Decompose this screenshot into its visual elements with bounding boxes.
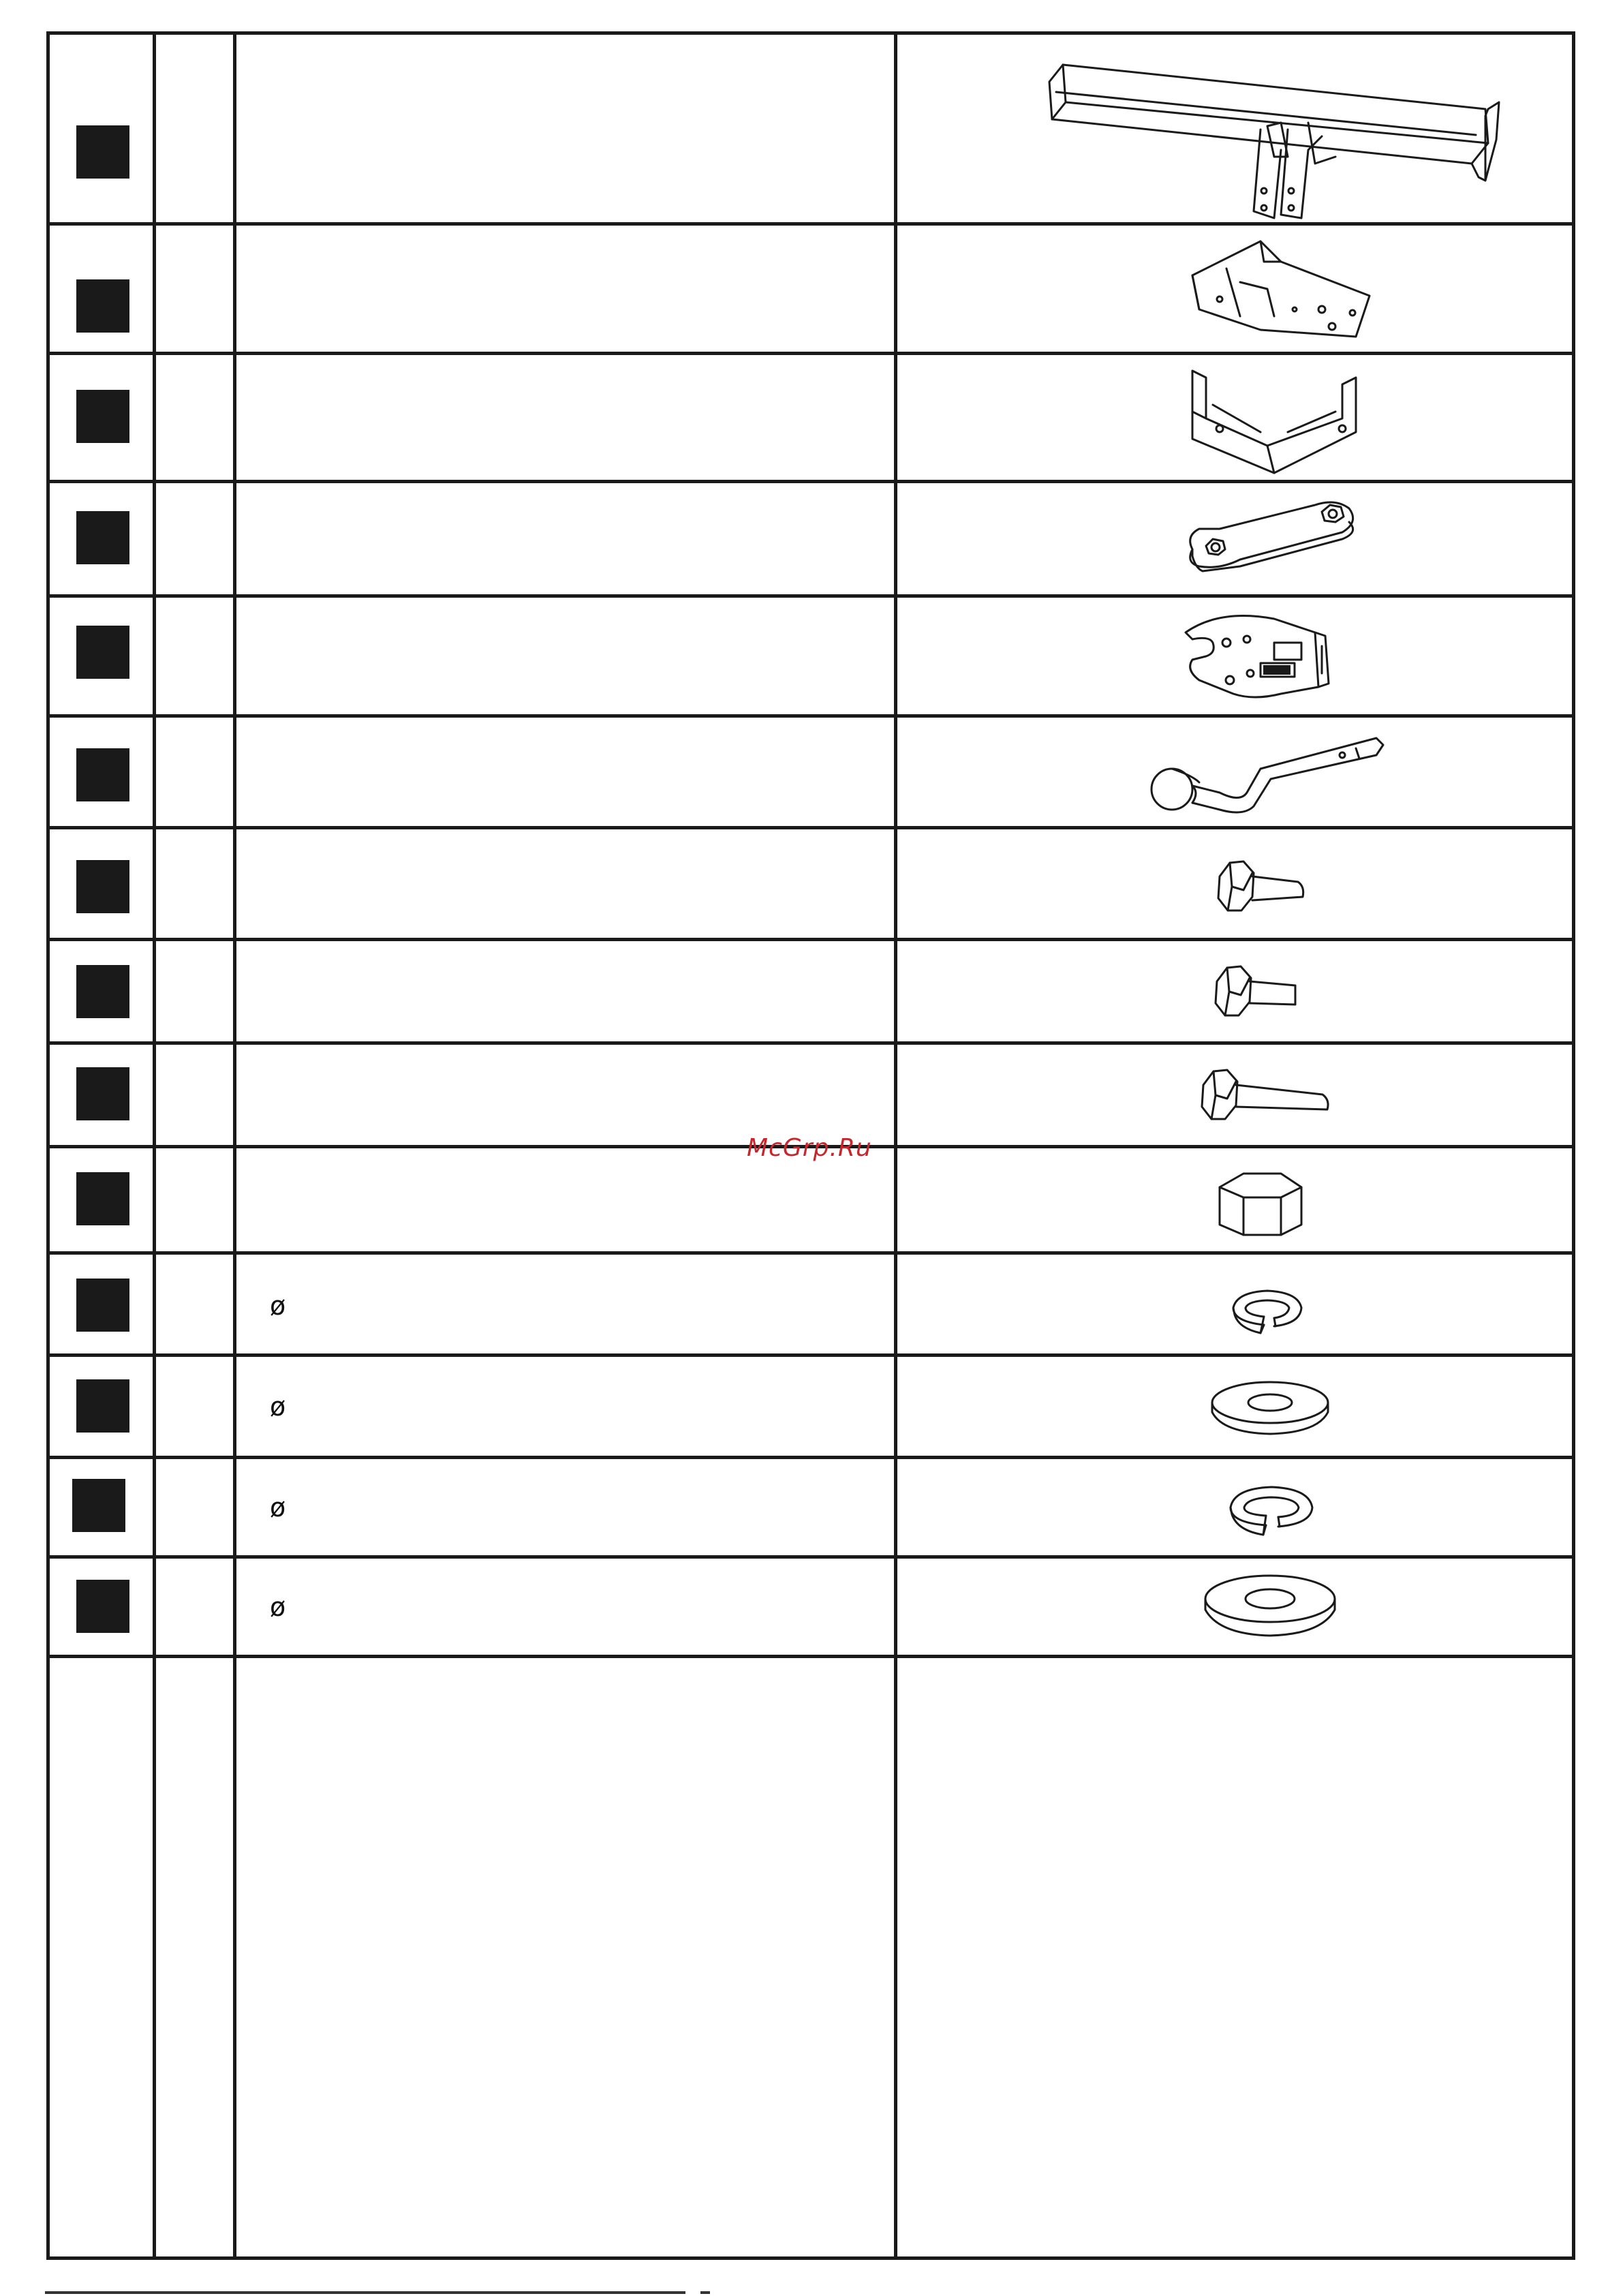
row-divider [46,222,1575,226]
item-marker [76,511,129,564]
diameter-symbol: ø [270,1291,286,1321]
spring-washer-large-drawing [1224,1480,1319,1542]
spring-washer-small-drawing [1226,1284,1308,1338]
tow-ball-arm-drawing [1145,728,1390,823]
socket-plate-drawing [1179,605,1335,707]
row-divider [46,352,1575,355]
row-divider [46,480,1575,483]
item-marker [76,748,129,801]
tow-bar-crossbeam-drawing [1036,55,1499,218]
item-marker [72,1479,125,1532]
flat-washer-small-drawing [1209,1377,1331,1438]
item-marker [76,1580,129,1633]
row-divider [46,594,1575,598]
item-marker [76,1067,129,1120]
footer-rule [45,2291,685,2294]
item-marker [76,1279,129,1332]
item-marker [76,965,129,1018]
row-divider [46,714,1575,718]
flat-washer-large-drawing [1202,1572,1338,1640]
row-divider [46,1251,1575,1255]
watermark: McGrp.Ru [747,1134,872,1162]
item-marker [76,125,129,179]
hex-nut-drawing [1213,1167,1308,1242]
row-divider [46,826,1575,829]
row-divider [46,1555,1575,1559]
item-marker [76,626,129,679]
item-marker [76,1172,129,1225]
item-marker [76,390,129,443]
hex-bolt-long-drawing [1196,1065,1333,1126]
item-marker [76,1379,129,1433]
hex-bolt-short-drawing [1213,856,1308,917]
diameter-symbol: ø [270,1392,286,1422]
footer-rule-mark [700,2291,710,2294]
item-marker [76,279,129,333]
diameter-symbol: ø [270,1592,286,1622]
hex-bolt-medium-drawing [1210,961,1305,1022]
row-divider [46,1655,1575,1658]
row-divider [46,938,1575,941]
item-marker [76,860,129,913]
mounting-bracket-drawing [1186,234,1376,343]
row-divider [46,1456,1575,1459]
u-bracket-drawing [1186,364,1370,473]
row-divider [46,1353,1575,1357]
row-divider [46,1041,1575,1045]
flat-link-plate-drawing [1179,495,1363,577]
diameter-symbol: ø [270,1493,286,1522]
